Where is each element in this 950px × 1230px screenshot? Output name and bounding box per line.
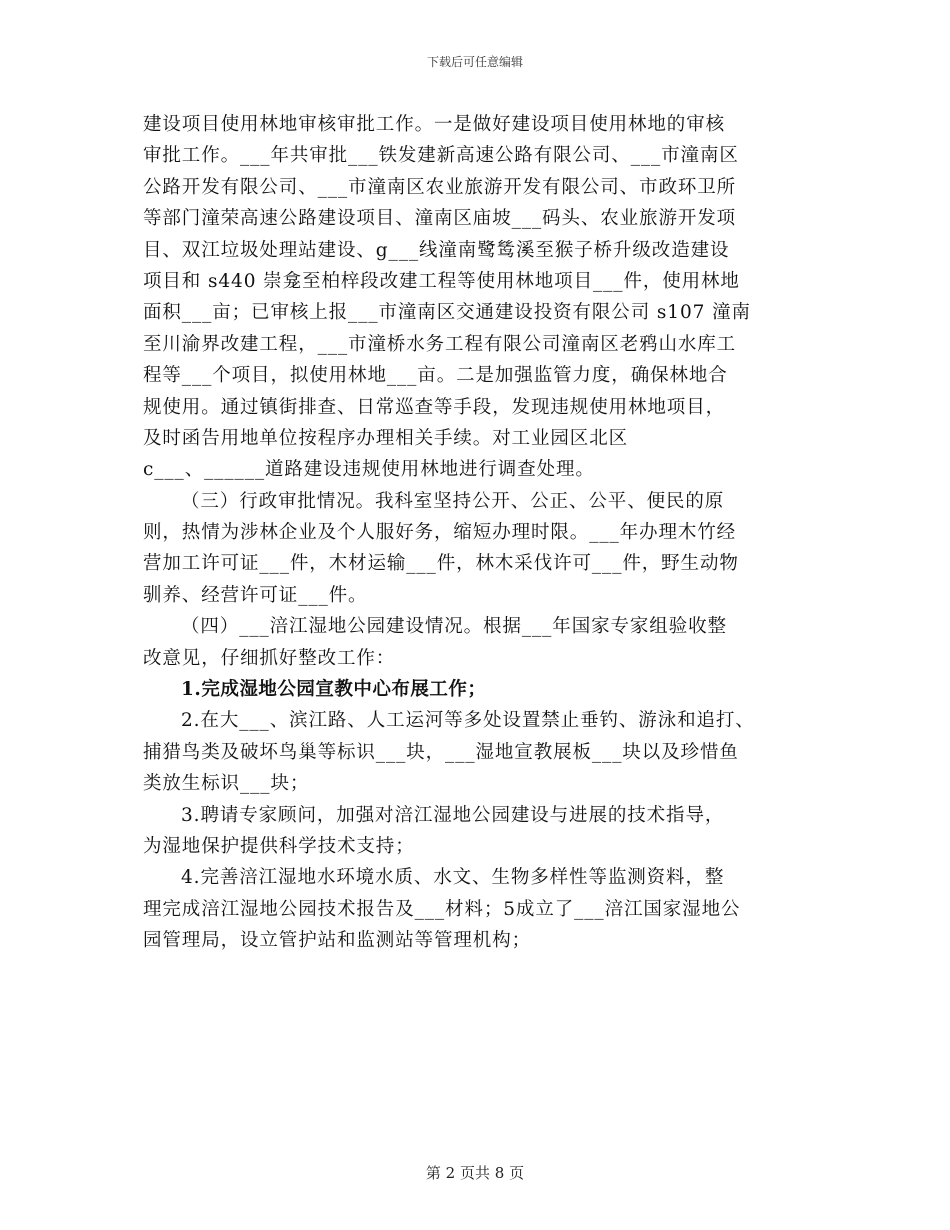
text-line: c___、______道路建设违规使用林地进行调查处理。	[143, 459, 595, 481]
paragraph-heading-3: （三）行政审批情况。我科室坚持公开、公正、公平、便民的原	[181, 490, 725, 512]
text-line: 理完成涪江湿地公园技术报告及___材料；5成立了___涪江国家湿地公	[143, 898, 741, 920]
text-line: 建设项目使用林地审核审批工作。一是做好建设项目使用林地的审核	[143, 114, 726, 135]
page-header: 下载后可任意编辑	[426, 55, 523, 69]
text-line: 面积___亩；已审核上报___市潼南区交通建设投资有限公司 s107 潼南	[143, 302, 751, 324]
text-line: 目、双江垃圾处理站建设、g___线潼南鹭鸶溪至猴子桥升级改造建设	[143, 239, 730, 261]
list-item-4: 4.完善涪江湿地水环境水质、水文、生物多样性等监测资料，整	[181, 867, 725, 889]
list-item-1: 1.完成湿地公园宣教中心布展工作；	[181, 679, 487, 701]
list-item-3: 3.聘请专家顾问，加强对涪江湿地公园建设与进展的技术指导，	[181, 804, 725, 826]
text-line: 改意见，仔细抓好整改工作：	[143, 647, 396, 669]
text-line: 及时函告用地单位按程序办理相关手续。对工业园区北区	[143, 427, 629, 449]
text-line: 营加工许可证___件，木材运输___件，林木采伐许可___件，野生动物	[143, 553, 739, 575]
text-line: 规使用。通过镇街排查、日常巡查等手段，发现违规使用林地项目，	[143, 396, 726, 418]
text-line: 程等___个项目，拟使用林地___亩。二是加强监管力度，确保林地合	[143, 365, 728, 387]
text-line: 至川渝界改建工程，___市潼桥水务工程有限公司潼南区老鸦山水库工	[143, 333, 737, 355]
text-line: 项目和 s440 崇龛至柏梓段改建工程等使用林地项目___件，使用林地	[143, 270, 740, 292]
text-line: 等部门潼荣高速公路建设项目、潼南区庙坡___码头、农业旅游开发项	[143, 208, 737, 230]
text-line: 公路开发有限公司、___市潼南区农业旅游开发有限公司、市政环卫所	[143, 176, 737, 198]
text-line: 捕猎鸟类及破坏鸟巢等标识___块，___湿地宣教展板___块以及珍惜鱼	[143, 741, 739, 763]
text-line: 园管理局，设立管护站和监测站等管理机构；	[143, 930, 532, 952]
text-line: 审批工作。___年共审批___铁发建新高速公路有限公司、___市潼南区	[143, 145, 739, 167]
text-line: 驯养、经营许可证___件。	[143, 584, 368, 606]
page-number-footer: 第 2 页共 8 页	[425, 1164, 525, 1182]
list-item-2: 2.在大___、滨江路、人工运河等多处设置禁止垂钓、游泳和追打、	[181, 710, 755, 732]
text-line: 则，热情为涉林企业及个人服好务，缩短办理时限。___年办理木竹经	[143, 522, 737, 544]
document-body	[143, 109, 815, 957]
paragraph-heading-4: （四）___涪江湿地公园建设情况。根据___年国家专家组验收整	[181, 616, 727, 638]
text-line: 为湿地保护提供科学技术支持；	[143, 835, 415, 857]
text-line: 类放生标识___块；	[143, 773, 310, 795]
